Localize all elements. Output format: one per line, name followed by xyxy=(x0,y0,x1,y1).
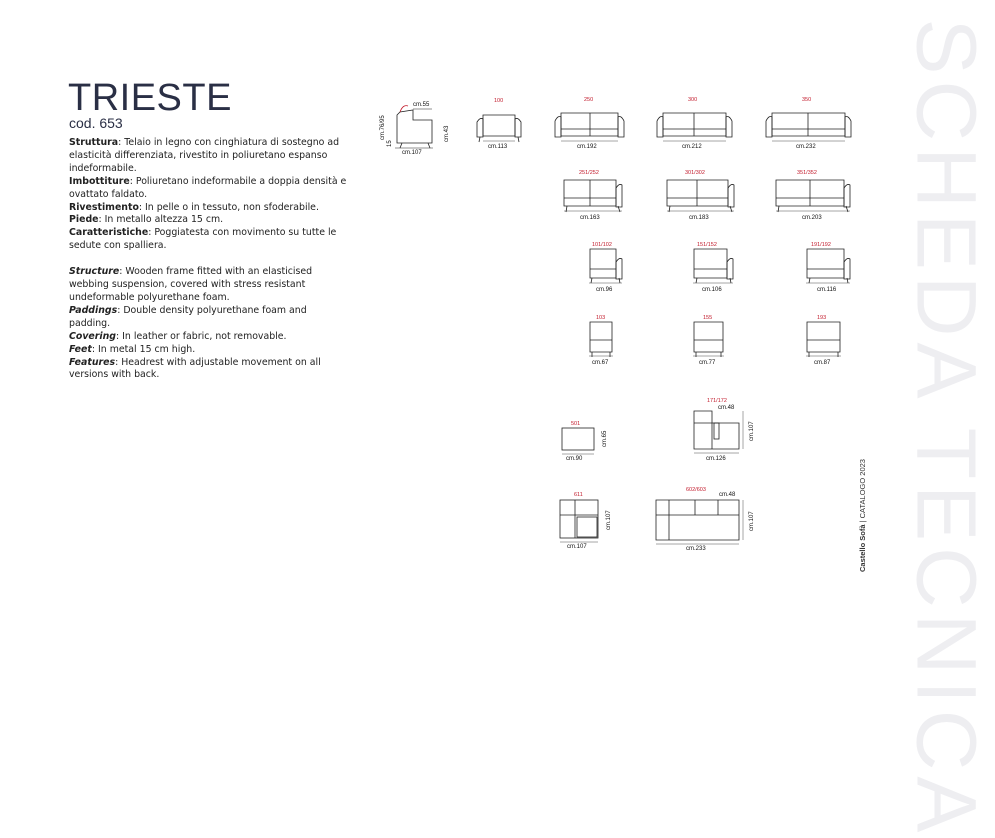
spec-feet: Feet: In metal 15 cm high. xyxy=(69,343,196,355)
svg-text:cm.107: cm.107 xyxy=(749,511,755,531)
svg-text:cm.163: cm.163 xyxy=(580,215,600,221)
unit-193 xyxy=(806,315,841,366)
spec-structure: Structure: Wooden frame fitted with an elasticised webbing suspension, covered with stress resistant undeformable polyurethane foam. xyxy=(69,266,313,303)
svg-text:103: 103 xyxy=(596,315,606,321)
svg-text:cm.67: cm.67 xyxy=(592,360,609,366)
svg-text:cm.87: cm.87 xyxy=(814,360,831,366)
svg-text:cm.126: cm.126 xyxy=(706,456,726,462)
side-seat-depth: cm.55 xyxy=(413,102,430,108)
svg-text:cm.203: cm.203 xyxy=(802,215,822,221)
svg-text:350: 350 xyxy=(802,97,812,103)
svg-text:cm.77: cm.77 xyxy=(699,360,716,366)
svg-text:cm.212: cm.212 xyxy=(682,144,702,150)
svg-text:193: 193 xyxy=(817,315,827,321)
svg-text:171/172: 171/172 xyxy=(707,398,727,404)
product-code: cod. 653 xyxy=(69,115,123,131)
unit-301-302 xyxy=(667,170,734,221)
product-title: TRIESTE xyxy=(68,77,232,119)
svg-text:cm.65: cm.65 xyxy=(602,430,608,447)
svg-text:cm.48: cm.48 xyxy=(719,492,736,498)
side-depth: cm.107 xyxy=(402,150,422,156)
svg-text:611: 611 xyxy=(574,492,583,498)
unit-501 xyxy=(562,421,608,462)
svg-text:cm.107: cm.107 xyxy=(606,510,612,530)
spec-features: Features: Headrest with adjustable movement on all versions with back. xyxy=(69,356,321,381)
catalog-side-label: Castello Sofà | CATALOGO 2023 xyxy=(858,459,867,572)
svg-text:151/152: 151/152 xyxy=(697,242,717,248)
spec-rivestimento: Rivestimento: In pelle o in tessuto, non sfoderabile. xyxy=(69,201,319,213)
unit-101-102 xyxy=(589,242,622,293)
svg-text:cm.48: cm.48 xyxy=(718,405,735,411)
svg-text:301/302: 301/302 xyxy=(685,170,705,176)
svg-text:cm.232: cm.232 xyxy=(796,144,816,150)
svg-text:cm.116: cm.116 xyxy=(817,287,837,293)
unit-602-603 xyxy=(656,487,755,552)
unit-100 xyxy=(477,98,521,150)
unit-151-152 xyxy=(693,242,733,293)
unit-155 xyxy=(693,315,724,366)
svg-text:cm.106: cm.106 xyxy=(702,287,722,293)
unit-251-252 xyxy=(564,170,622,221)
svg-text:cm.96: cm.96 xyxy=(596,287,613,293)
svg-text:251/252: 251/252 xyxy=(579,170,599,176)
unit-171-172 xyxy=(694,398,755,462)
spec-struttura: Struttura: Telaio in legno con cinghiatura di sostegno ad elasticità differenziata, rivestito in poliuretano espanso indeformabile. xyxy=(69,137,340,174)
unit-191-192 xyxy=(806,242,850,293)
svg-text:191/192: 191/192 xyxy=(811,242,831,248)
svg-text:602/603: 602/603 xyxy=(686,487,706,493)
watermark-text: SCHEDA TECNICA xyxy=(899,18,994,838)
side-view-drawing xyxy=(380,102,450,156)
svg-text:351/352: 351/352 xyxy=(797,170,817,176)
unit-300 xyxy=(657,97,732,150)
spec-covering: Covering: In leather or fabric, not removable. xyxy=(69,330,287,342)
side-seat-height: cm.43 xyxy=(444,125,450,142)
svg-text:cm.107: cm.107 xyxy=(749,421,755,441)
svg-text:250: 250 xyxy=(584,97,594,103)
spec-piede: Piede: In metallo altezza 15 cm. xyxy=(69,214,224,226)
spec-imbottiture: Imbottiture: Poliuretano indeformabile a doppia densità e ovattato faldato. xyxy=(69,175,347,200)
svg-text:cm.90: cm.90 xyxy=(566,456,583,462)
svg-text:100: 100 xyxy=(494,98,504,104)
svg-text:300: 300 xyxy=(688,97,698,103)
unit-103 xyxy=(589,315,613,366)
svg-text:cm.183: cm.183 xyxy=(689,215,709,221)
svg-text:cm.233: cm.233 xyxy=(686,546,706,552)
svg-text:cm.192: cm.192 xyxy=(577,144,597,150)
side-height: cm.76/95 xyxy=(380,115,386,140)
svg-text:cm.113: cm.113 xyxy=(488,144,508,150)
svg-text:101/102: 101/102 xyxy=(592,242,612,248)
unit-611 xyxy=(560,492,612,550)
svg-text:cm.107: cm.107 xyxy=(567,544,587,550)
unit-351-352 xyxy=(776,170,850,221)
svg-text:155: 155 xyxy=(703,315,713,321)
side-feet: 15 xyxy=(387,140,393,147)
spec-paddings: Paddings: Double density polyurethane foam and padding. xyxy=(69,304,307,329)
unit-350 xyxy=(766,97,851,150)
svg-text:501: 501 xyxy=(571,421,581,427)
spec-caratteristiche: Caratteristiche: Poggiatesta con movimento su tutte le sedute con spalliera. xyxy=(69,227,337,252)
unit-250 xyxy=(555,97,624,150)
